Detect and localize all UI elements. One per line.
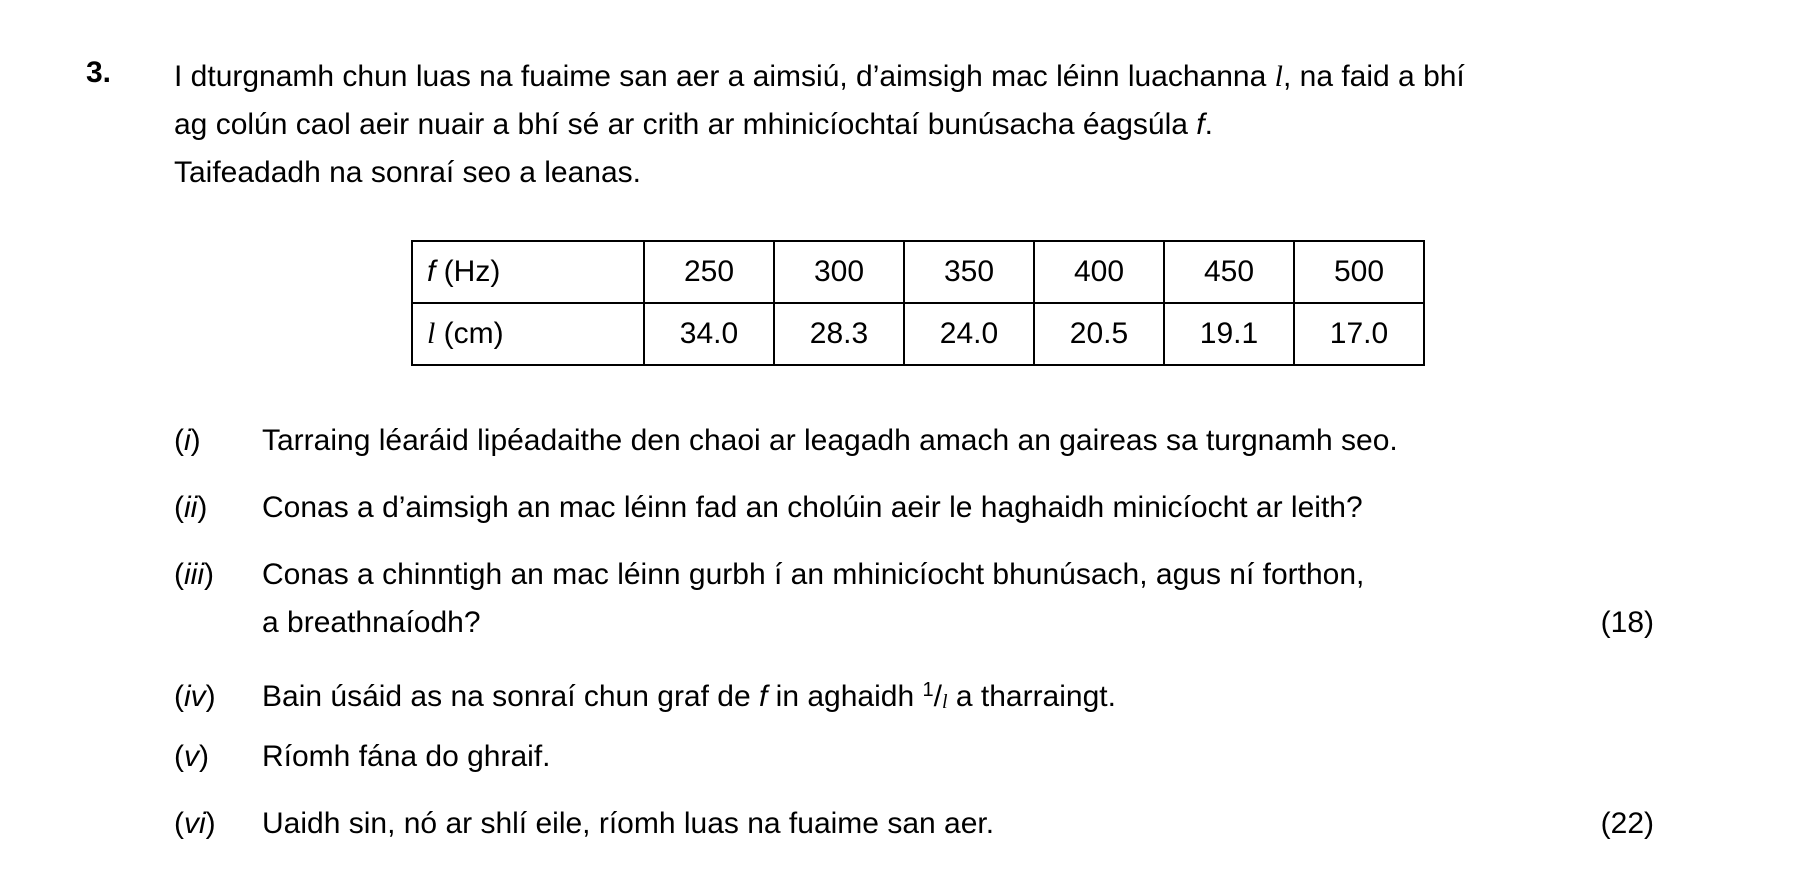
table-cell: 20.5 <box>1034 303 1164 365</box>
table-cell: 350 <box>904 241 1034 303</box>
part-iii <box>174 551 1364 599</box>
part-label: (i) <box>174 424 201 457</box>
part-iv <box>174 666 1116 726</box>
table-cell: 19.1 <box>1164 303 1294 365</box>
marks-first: (18) <box>1600 606 1654 639</box>
part-ii <box>174 484 1363 532</box>
part-label: (iv) <box>174 680 216 713</box>
table-cell: 17.0 <box>1294 303 1424 365</box>
variable-f: f <box>759 680 768 713</box>
data-table <box>411 240 1425 366</box>
fraction-numerator: 1 <box>922 679 934 701</box>
intro-text: ag colún caol aeir nuair a bhí sé ar crith ar mhinicíochtaí bunúsacha éagsúla <box>174 108 1197 141</box>
variable-l: l <box>1274 60 1283 93</box>
fraction-denominator: l <box>941 691 948 713</box>
table-cell: 300 <box>774 241 904 303</box>
table-cell: 34.0 <box>644 303 774 365</box>
part-label: (vi) <box>174 807 216 840</box>
table-header-frequency: f (Hz) <box>412 241 644 303</box>
variable-f: f <box>1196 108 1205 141</box>
marks-second: (22) <box>1600 807 1654 840</box>
part-i <box>174 417 1398 465</box>
question-number: 3. <box>86 56 112 89</box>
intro-line-1 <box>174 53 1734 101</box>
table-cell: 400 <box>1034 241 1164 303</box>
part-label: (v) <box>174 740 209 773</box>
table-cell: 24.0 <box>904 303 1034 365</box>
part-text: Conas a chinntigh an mac léinn gurbh í an mhinicíocht bhunúsach, agus ní forthon, <box>262 558 1365 591</box>
table-cell: 450 <box>1164 241 1294 303</box>
intro-text: I dturgnamh chun luas na fuaime san aer a aimsiú, d’aimsigh mac léinn luachanna <box>174 60 1275 93</box>
part-label: (ii) <box>174 491 208 524</box>
table-cell: 500 <box>1294 241 1424 303</box>
part-text: Ríomh fána do ghraif. <box>262 740 551 773</box>
table-row-length <box>412 303 1424 365</box>
intro-line-2 <box>174 101 1734 149</box>
table-cell: 28.3 <box>774 303 904 365</box>
intro-text: , na faid a bhí <box>1282 60 1465 93</box>
fraction-slash: / <box>933 680 942 713</box>
table-row-frequency <box>412 241 1424 303</box>
table-header-length: l (cm) <box>412 303 644 365</box>
intro-text: . <box>1204 108 1213 141</box>
part-label: (iii) <box>174 558 214 591</box>
question-intro <box>174 53 1734 197</box>
part-vi <box>174 800 994 848</box>
part-text: Conas a d’aimsigh an mac léinn fad an cholúin aeir le haghaidh minicíocht ar leith? <box>262 491 1363 524</box>
part-text: Uaidh sin, nó ar shlí eile, ríomh luas na fuaime san aer. <box>262 807 995 840</box>
part-text: Tarraing léaráid lipéadaithe den chaoi ar leagadh amach an gaireas sa turgnamh seo. <box>262 424 1398 457</box>
part-v <box>174 733 551 781</box>
part-iii-continuation: a breathnaíodh? <box>262 606 481 639</box>
part-text: Bain úsáid as na sonraí chun graf de f in aghaidh $^1/_l$ a tharraingt. <box>262 679 1116 713</box>
intro-line-3: Taifeadadh na sonraí seo a leanas. <box>174 156 642 189</box>
table-cell: 250 <box>644 241 774 303</box>
